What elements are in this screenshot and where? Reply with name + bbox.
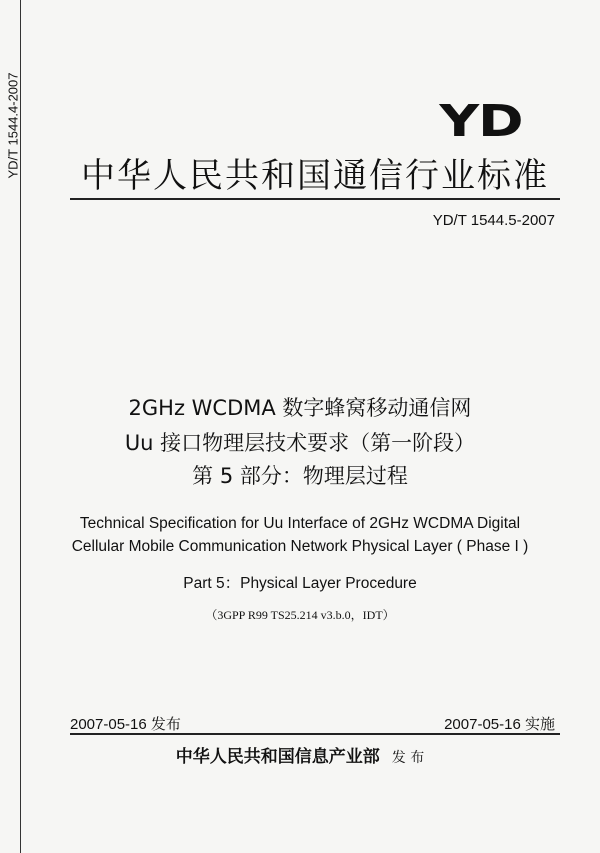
yd-logo: YD: [439, 96, 522, 147]
header-rule: [70, 198, 560, 200]
issue-date: 2007-05-16 发布: [70, 716, 181, 733]
title-en-line-1: Technical Specification for Uu Interface of 2GHz WCDMA Digital: [79, 515, 521, 532]
title-en-line-2: Cellular Mobile Communication Network Physical Layer ( Phase I ): [71, 538, 529, 555]
organization-title: 中华人民共和国通信行业标准: [81, 156, 549, 196]
publisher-name: 中华人民共和国信息产业部: [175, 747, 380, 767]
publisher-suffix: 发 布: [391, 750, 425, 766]
reference-spec: （3GPP R99 TS25.214 v3.b.0，IDT）: [205, 608, 395, 622]
standard-number: YD/T 1544.5-2007: [432, 212, 555, 229]
implement-date: 2007-05-16 实施: [444, 716, 555, 733]
publisher: [0, 742, 600, 767]
title-cn-line-2: Uu 接口物理层技术要求（第一阶段）: [124, 431, 476, 455]
margin-standard-code: YD/T 1544.4-2007: [5, 72, 21, 179]
title-cn-line-3: 第 5 部分：物理层过程: [192, 464, 408, 488]
title-cn-line-1: 2GHz WCDMA 数字蜂窝移动通信网: [128, 396, 472, 420]
part-title: Part 5：Physical Layer Procedure: [183, 575, 417, 592]
footer-rule: [70, 733, 560, 735]
